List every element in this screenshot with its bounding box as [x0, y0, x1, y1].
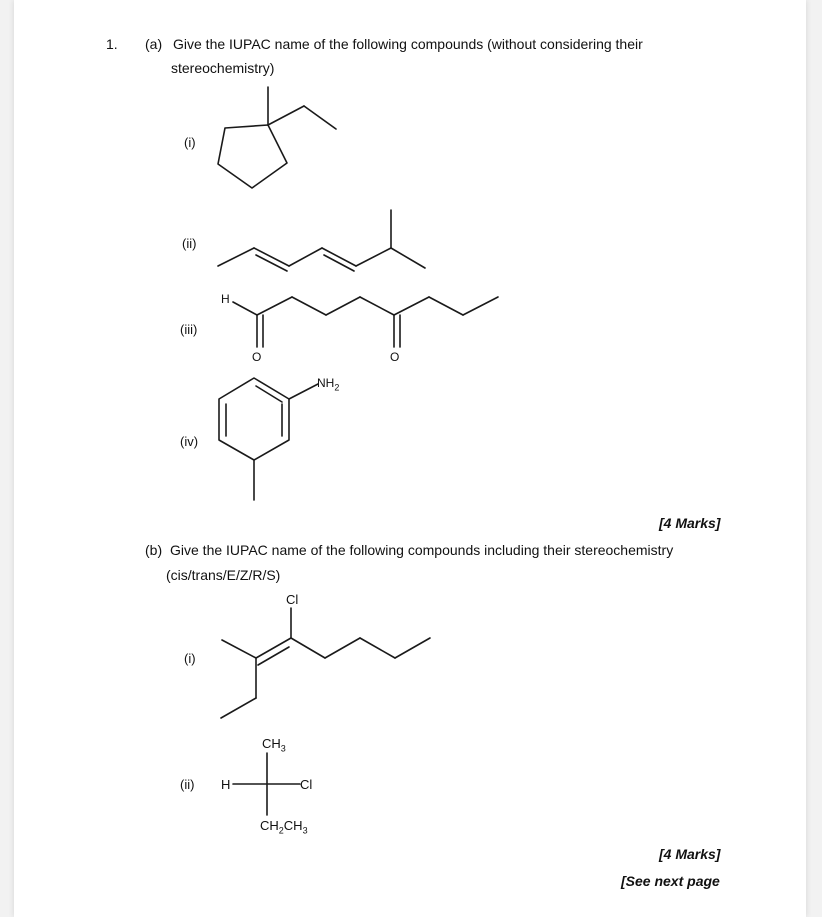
atom-o-ketone: O: [390, 350, 400, 364]
atom-o-aldehyde: O: [252, 350, 262, 364]
part-a-prompt-line1: Give the IUPAC name of the following compounds (without considering their: [173, 36, 643, 52]
item-b-i: (i): [184, 651, 196, 666]
question-number: 1.: [106, 36, 118, 52]
atom-cl-top: Cl: [286, 592, 299, 607]
exam-page: [14, 0, 806, 917]
item-a-ii: (ii): [182, 236, 197, 251]
atom-ch2ch3: $CH_2CH_3$: [260, 818, 308, 836]
footer-next-page: [See next page: [621, 873, 720, 889]
item-a-i: (i): [184, 135, 196, 150]
item-a-iv: (iv): [180, 434, 199, 449]
atom-h-fischer: H: [221, 777, 231, 792]
part-b-marks: [4 Marks]: [659, 846, 721, 862]
part-a-marks: [4 Marks]: [659, 515, 721, 531]
part-a-label: (a): [145, 36, 163, 52]
item-a-iii: (iii): [180, 322, 198, 337]
atom-nh2: $NH_2$: [317, 376, 340, 393]
atom-h-aldehyde: H: [221, 292, 230, 306]
atom-ch3: $CH_3$: [262, 736, 286, 754]
part-a-prompt-line2: stereochemistry): [171, 60, 275, 76]
part-b-prompt-line1: Give the IUPAC name of the following compounds including their stereochemistry: [170, 542, 674, 558]
atom-cl-right: Cl: [300, 777, 313, 792]
part-b-label: (b): [145, 542, 163, 558]
part-b-prompt-line2: (cis/trans/E/Z/R/S): [166, 567, 281, 583]
item-b-ii: (ii): [180, 777, 195, 792]
